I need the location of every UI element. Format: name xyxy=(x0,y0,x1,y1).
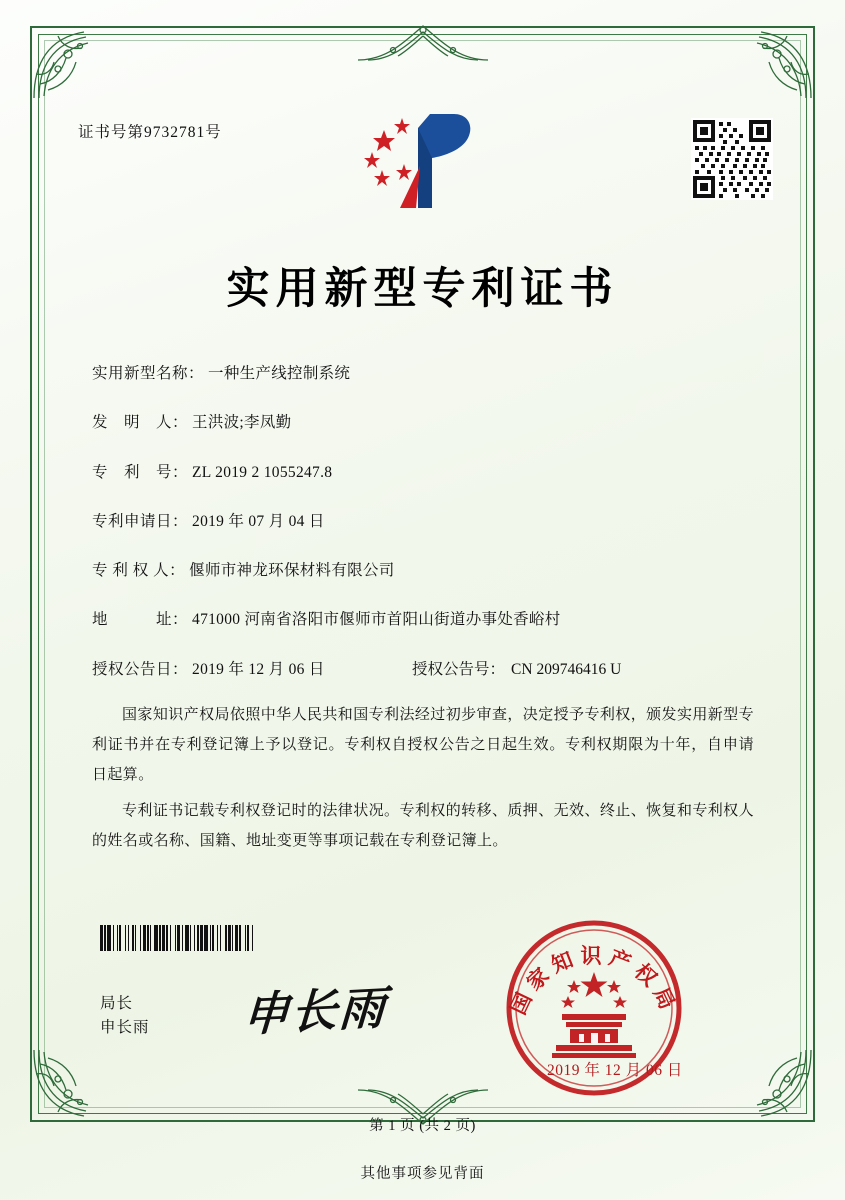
field-label: 实用新型名称： xyxy=(92,365,205,382)
handwritten-signature: 申长雨 xyxy=(241,980,389,1042)
director-title-label: 局长 xyxy=(100,995,134,1012)
field-value: 471000 河南省洛阳市偃师市首阳山街道办事处香峪村 xyxy=(192,611,561,629)
field-label-announcement-number: 授权公告号： xyxy=(412,660,506,678)
footer-note: 其他事项参见背面 xyxy=(360,1166,485,1182)
field-row-inventor xyxy=(92,411,772,434)
field-value: 偃师市神龙环保材料有限公司 xyxy=(189,562,395,579)
field-label: 专利申请日： xyxy=(92,512,189,530)
field-list xyxy=(92,362,772,707)
paragraph-registry: 专利证书记载专利权登记时的法律状况。专利权的转移、质押、无效、终止、恢复和专利权人的姓名或名称、国籍、地址变更等事项记载在专利登记簿上。 xyxy=(92,803,754,849)
field-label: 地 址： xyxy=(92,611,189,629)
field-row-name xyxy=(92,362,772,385)
field-value: 2019 年 07 月 04 日 xyxy=(192,512,325,530)
svg-text:国家知识产权局: 国家知识产权局 xyxy=(505,942,683,1019)
field-label: 发 明 人： xyxy=(92,414,189,432)
field-row-address xyxy=(92,608,772,631)
field-value-grant-date: 2019 年 12 月 06 日 xyxy=(192,660,325,678)
field-label: 专 利 号： xyxy=(92,463,189,481)
director-name-label: 申长雨 xyxy=(100,1019,150,1036)
field-row-patentee xyxy=(92,559,772,582)
field-row-application-date xyxy=(92,510,772,533)
field-row-grant-announcement xyxy=(92,658,772,681)
page-title: 实用新型专利证书 xyxy=(226,264,619,314)
field-value-announcement-number: CN 209746416 U xyxy=(511,660,622,678)
cnipa-logo-icon xyxy=(348,108,498,216)
paragraph-grant: 国家知识产权局依照中华人民共和国专利法经过初步审查，决定授予专利权，颁发实用新型专利证书并在专利登记簿上予以登记。专利权自授权公告之日起生效。专利权期限为十年，自申请日起算。 xyxy=(92,707,754,783)
barcode xyxy=(100,925,328,951)
field-value: 王洪波;李凤勤 xyxy=(192,414,292,432)
field-label: 专 利 权 人： xyxy=(92,562,186,579)
field-value: ZL 2019 2 1055247.8 xyxy=(192,463,333,481)
seal-date: 2019 年 12 月 06 日 xyxy=(547,1062,683,1079)
top-center-ornament-icon xyxy=(348,20,498,64)
field-row-patent-number xyxy=(92,461,772,484)
page-number: 第 1 页 (共 2 页) xyxy=(369,1118,476,1134)
field-label-grant-date: 授权公告日： xyxy=(92,660,189,678)
legal-text-block xyxy=(92,700,754,862)
certificate-number: 证书号第9732781号 xyxy=(78,124,222,141)
field-value: 一种生产线控制系统 xyxy=(208,365,351,382)
barcode-bar xyxy=(253,925,255,951)
qr-code-icon xyxy=(691,118,773,200)
signature-labels xyxy=(100,992,150,1040)
